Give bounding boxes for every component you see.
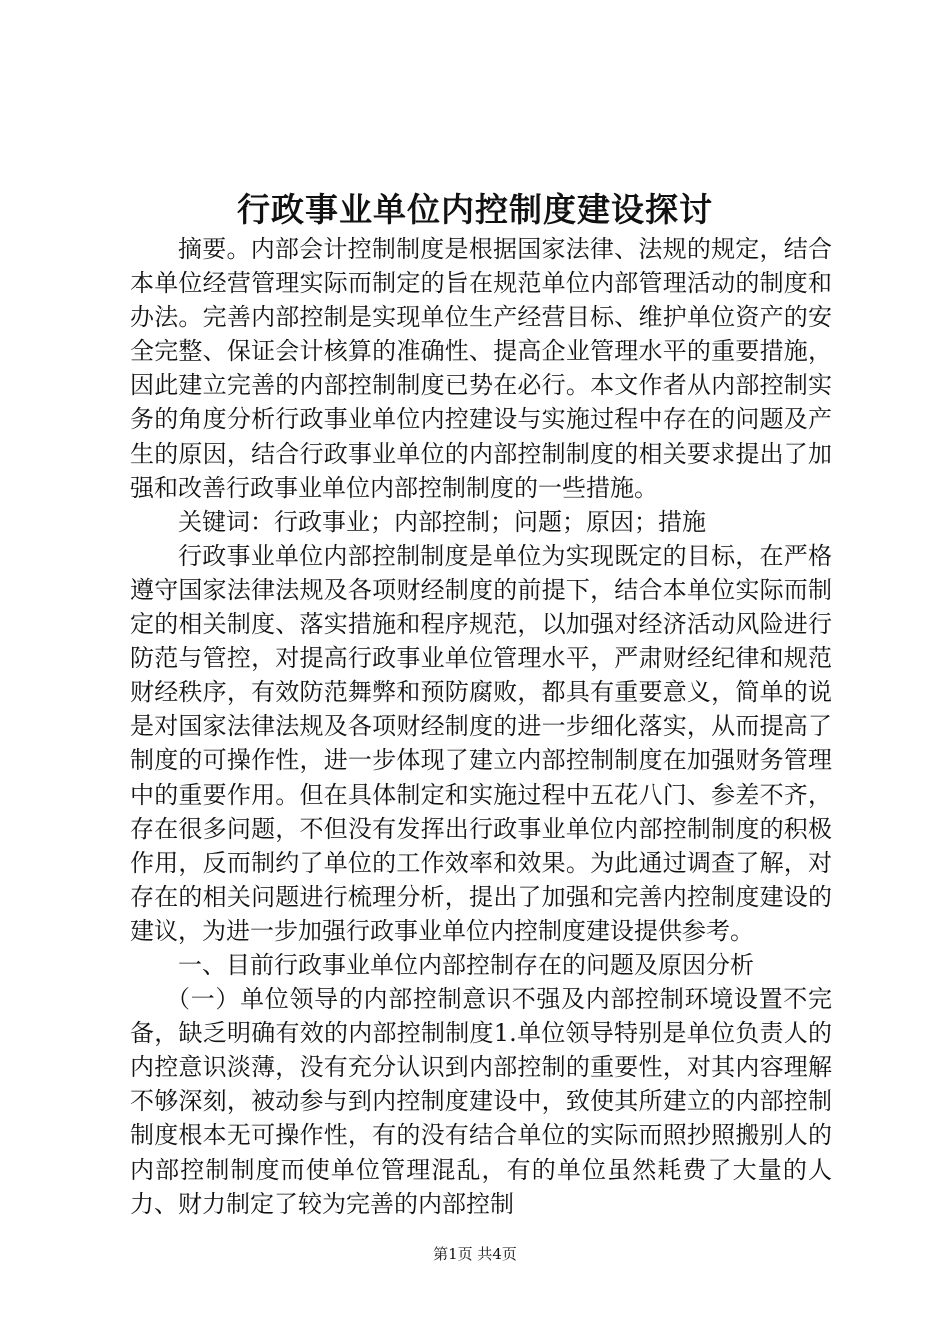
- section-heading: 一、目前行政事业单位内部控制存在的问题及原因分析: [178, 950, 754, 979]
- document-title: 行政事业单位内控制度建设探讨: [237, 190, 713, 229]
- intro-paragraph: 行政事业单位内部控制制度是单位为实现既定的目标，在严格遵守国家法律法规及各项财经制度的前提下，结合本单位实际而制定的相关制度、落实措施和程序规范，以加强对经济活动风险进行防范与管控，对提高行政事业单位管理水平，严肃财经纪律和规范财经秩序，有效防范舞弊和预防腐败，都具有重要意义，简单的说是对国家法律法规及各项财经制度的进一步细化落实，从而提高了制度的可操作性，进一步体现了建立内部控制制度在加强财务管理中的重要作用。但在具体制定和实施过程中五花八门、参差不齐，存在很多问题，不但没有发挥出行政事业单位内部控制制度的积极作用，反而制约了单位的工作效率和效果。为此通过调查了解，对存在的相关问题进行梳理分析，提出了加强和完善内控制度建设的建议，为进一步加强行政事业单位内控制度建设提供参考。: [130, 541, 832, 945]
- document-body: [130, 232, 832, 1221]
- keywords-paragraph: 关键词：行政事业；内部控制；问题；原因；措施: [178, 507, 706, 536]
- abstract-paragraph: 摘要。内部会计控制制度是根据国家法律、法规的规定，结合本单位经营管理实际而制定的旨在规范单位内部管理活动的制度和办法。完善内部控制是实现单位生产经营目标、维护单位资产的安全完整、保证会计核算的准确性、提高企业管理水平的重要措施，因此建立完善的内部控制制度已势在必行。本文作者从内部控制实务的角度分析行政事业单位内控建设与实施过程中存在的问题及产生的原因，结合行政事业单位的内部控制制度的相关要求提出了加强和改善行政事业单位内部控制制度的一些措施。: [130, 235, 832, 502]
- page-footer: 第1页 共4页: [433, 1245, 517, 1263]
- subsection-paragraph: （一）单位领导的内部控制意识不强及内部控制环境设置不完备，缺乏明确有效的内部控制制度1.单位领导特别是单位负责人的内控意识淡薄，没有充分认识到内部控制的重要性，对其内容理解不够深刻，被动参与到内控制度建设中，致使其所建立的内部控制制度根本无可操作性，有的没有结合单位的实际而照抄照搬别人的内部控制制度而使单位管理混乱，有的单位虽然耗费了大量的人力、财力制定了较为完善的内部控制: [130, 985, 832, 1218]
